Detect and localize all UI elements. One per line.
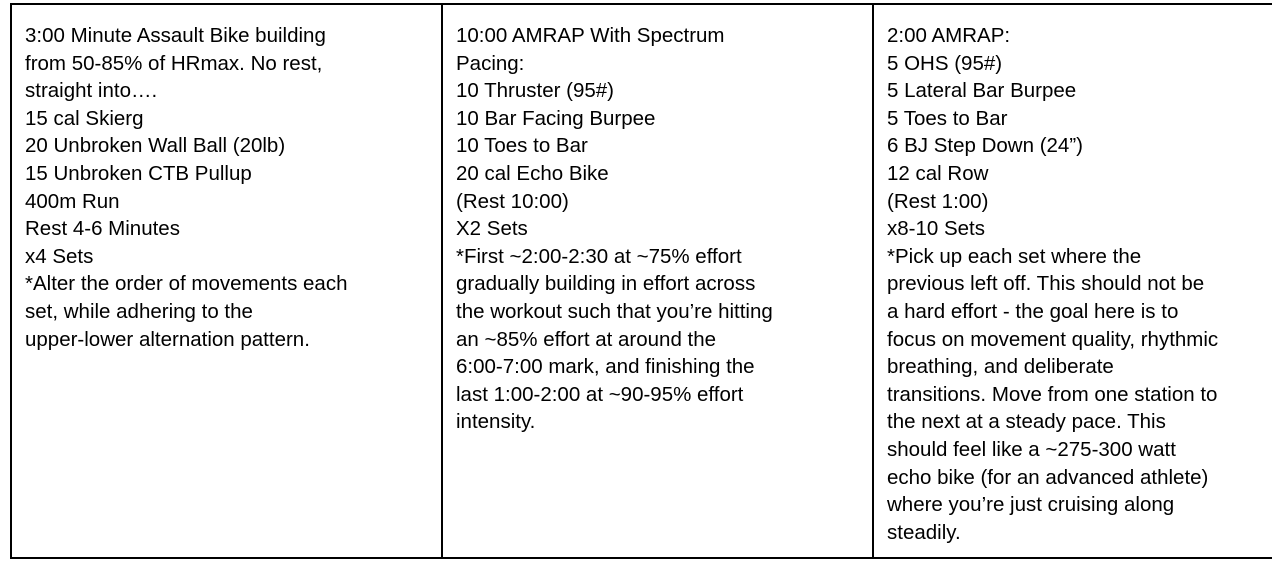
text-line: 5 Lateral Bar Burpee xyxy=(887,79,1077,103)
text-line: x8-10 Sets xyxy=(887,217,985,241)
text-line: 5 OHS (95#) xyxy=(887,51,1003,75)
text-line: steadily. xyxy=(887,520,961,544)
text-line: 6:00-7:00 mark, and finishing the xyxy=(456,355,755,379)
text-line: 10 Thruster (95#) xyxy=(456,79,615,103)
text-line: 15 cal Skierg xyxy=(25,106,144,130)
text-line: a hard effort - the goal here is to xyxy=(887,299,1179,323)
text-line: 5 Toes to Bar xyxy=(887,106,1008,130)
table-cell-workout-1 xyxy=(11,4,442,558)
text-line: from 50-85% of HRmax. No rest, xyxy=(25,51,323,75)
text-line: 3:00 Minute Assault Bike building xyxy=(25,24,326,47)
text-line: 20 cal Echo Bike xyxy=(456,161,609,185)
text-line: where you’re just cruising along xyxy=(887,493,1175,517)
text-line: 2:00 AMRAP: xyxy=(887,24,1011,47)
text-line: intensity. xyxy=(456,410,536,434)
text-line: (Rest 10:00) xyxy=(456,189,569,213)
text-line: x4 Sets xyxy=(25,244,94,268)
text-line: 20 Unbroken Wall Ball (20lb) xyxy=(25,134,286,158)
text-line: an ~85% effort at around the xyxy=(456,327,717,351)
text-line: set, while adhering to the xyxy=(25,299,253,323)
text-line: transitions. Move from one station to xyxy=(887,382,1218,406)
text-line: Rest 4-6 Minutes xyxy=(25,217,180,241)
text-line: *Alter the order of movements each xyxy=(25,272,348,296)
text-line: *Pick up each set where the xyxy=(887,244,1142,268)
table-cell-workout-3 xyxy=(873,4,1272,558)
text-line: X2 Sets xyxy=(456,217,528,241)
text-line: previous left off. This should not be xyxy=(887,272,1205,296)
text-line: (Rest 1:00) xyxy=(887,189,989,213)
text-line: echo bike (for an advanced athlete) xyxy=(887,465,1209,489)
text-line: last 1:00-2:00 at ~90-95% effort xyxy=(456,382,744,406)
text-line: gradually building in effort across xyxy=(456,272,756,296)
table-cell-workout-2 xyxy=(442,4,873,558)
text-line: 12 cal Row xyxy=(887,161,989,185)
text-line: 10 Toes to Bar xyxy=(456,134,588,158)
text-line: focus on movement quality, rhythmic xyxy=(887,327,1219,351)
text-line: should feel like a ~275-300 watt xyxy=(887,437,1176,461)
text-line: the workout such that you’re hitting xyxy=(456,299,773,323)
text-line: 6 BJ Step Down (24”) xyxy=(887,134,1083,158)
text-line: straight into…. xyxy=(25,79,158,103)
text-line: breathing, and deliberate xyxy=(887,355,1114,379)
text-line: upper-lower alternation pattern. xyxy=(25,327,310,351)
text-line: 10 Bar Facing Burpee xyxy=(456,106,656,130)
text-line: Pacing: xyxy=(456,51,525,75)
workout-table xyxy=(10,3,1272,559)
text-line: 10:00 AMRAP With Spectrum xyxy=(456,24,725,47)
table-row xyxy=(11,4,1272,558)
workout-table-body xyxy=(11,4,1272,558)
text-line: 15 Unbroken CTB Pullup xyxy=(25,161,252,185)
text-line: *First ~2:00-2:30 at ~75% effort xyxy=(456,244,742,268)
text-line: the next at a steady pace. This xyxy=(887,410,1166,434)
text-line: 400m Run xyxy=(25,189,120,213)
